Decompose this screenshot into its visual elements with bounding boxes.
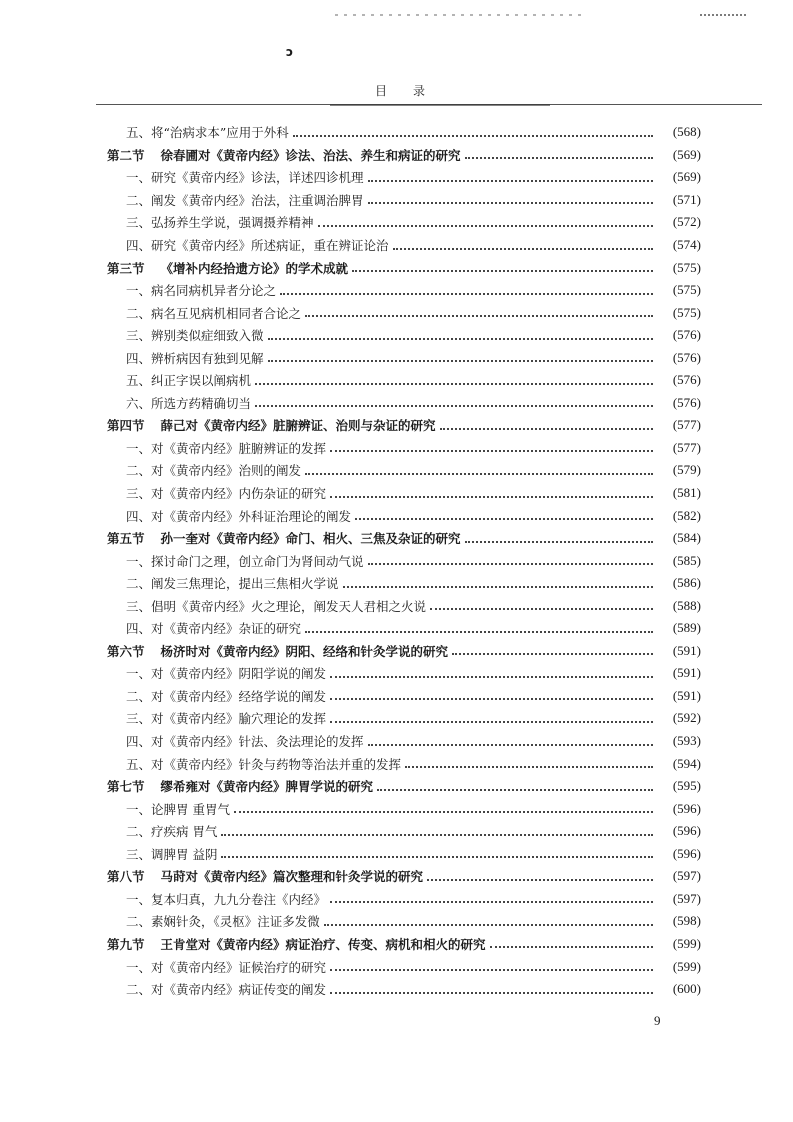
toc-page-number: (591)	[672, 687, 701, 703]
toc-page-number: (575)	[672, 282, 701, 298]
toc-page-number: (579)	[672, 462, 701, 478]
toc-page-number: (597)	[672, 868, 701, 884]
dot-leader	[330, 968, 653, 971]
toc-section-row[interactable]	[0, 640, 793, 663]
toc-page-number: (576)	[672, 394, 701, 410]
dot-leader	[452, 652, 653, 655]
toc-page-number: (599)	[672, 958, 701, 974]
toc-item-row[interactable]	[0, 279, 793, 302]
toc-section-row[interactable]	[0, 775, 793, 798]
scan-artifact-top	[335, 14, 585, 16]
toc-item-row[interactable]	[0, 685, 793, 708]
toc-item-row[interactable]	[0, 234, 793, 257]
toc-entry-title: 一、对《黄帝内经》脏腑辨证的发挥	[126, 440, 327, 456]
toc-entry-title	[107, 867, 423, 885]
header-rule-smudge	[330, 104, 550, 106]
dot-leader	[221, 833, 653, 836]
dot-leader	[490, 945, 653, 948]
dot-leader	[324, 923, 653, 926]
dot-leader	[268, 337, 653, 340]
section-title: 王肯堂对《黄帝内经》病证治疗、传变、病机和相火的研究	[160, 936, 486, 952]
scan-artifact-right	[700, 14, 748, 16]
toc-item-row[interactable]	[0, 437, 793, 460]
toc-item-row[interactable]	[0, 549, 793, 572]
toc-page-number: (599)	[672, 935, 701, 951]
toc-entry-title: 一、论脾胃 重胃气	[126, 801, 230, 817]
toc-page-number: (596)	[672, 823, 701, 839]
toc-item-row[interactable]	[0, 189, 793, 212]
toc-page-number: (574)	[672, 237, 701, 252]
toc-entry-title: 三、辨别类似症细致入微	[126, 328, 264, 344]
dot-leader	[430, 607, 653, 610]
dot-leader	[368, 743, 653, 746]
toc-item-row[interactable]	[0, 843, 793, 866]
dot-leader	[330, 449, 653, 452]
page-number: 9	[654, 1013, 661, 1028]
toc-page-number: (591)	[672, 665, 701, 681]
toc-entry-title: 一、对《黄帝内经》证候治疗的研究	[126, 959, 327, 975]
toc-item-row[interactable]	[0, 955, 793, 978]
dot-leader	[368, 201, 653, 204]
dot-leader	[305, 472, 653, 475]
dot-leader	[427, 878, 653, 881]
toc-page-number: (596)	[672, 845, 701, 861]
toc-entry-title: 五、纠正字误以阐病机	[126, 373, 252, 389]
toc-section-row[interactable]	[0, 933, 793, 956]
dot-leader	[330, 697, 653, 700]
toc-entry-title	[107, 642, 448, 660]
toc-page-number: (577)	[672, 417, 701, 433]
toc-page-number: (597)	[672, 890, 701, 906]
toc-item-row[interactable]	[0, 572, 793, 595]
toc-page-number: (584)	[672, 530, 701, 546]
toc-page-number: (588)	[672, 597, 701, 613]
toc-section-row[interactable]	[0, 527, 793, 550]
dot-leader	[465, 540, 653, 543]
toc-entry-title: 二、阐发《黄帝内经》治法，注重调治脾胃	[126, 192, 364, 208]
section-number: 第四节	[107, 418, 145, 434]
toc-item-row[interactable]	[0, 504, 793, 527]
toc-entry-title: 二、阐发三焦理论，提出三焦相火学说	[126, 576, 339, 592]
dot-leader	[343, 585, 653, 588]
toc-item-row[interactable]	[0, 324, 793, 347]
dot-leader	[255, 404, 653, 407]
toc-entry-title: 三、调脾胃 益阴	[126, 846, 218, 862]
toc-entry-title	[107, 777, 373, 795]
toc-page-number: (592)	[672, 710, 701, 726]
toc-entry-title: 四、辨析病因有独到见解	[126, 350, 264, 366]
toc-entry-title: 二、对《黄帝内经》治则的阐发	[126, 463, 302, 479]
toc-entry-title	[107, 416, 436, 434]
toc-entry-title: 一、对《黄帝内经》阴阳学说的阐发	[126, 666, 327, 682]
toc-item-row[interactable]	[0, 978, 793, 1001]
section-number: 第七节	[107, 779, 145, 795]
dot-leader	[293, 134, 653, 137]
section-number: 第八节	[107, 869, 145, 885]
toc-page-number: (568)	[672, 124, 701, 140]
toc-page-number: (594)	[672, 755, 701, 771]
toc-entry-title: 一、探讨命门之理，创立命门为肾间动气说	[126, 553, 364, 569]
dot-leader	[377, 788, 653, 791]
toc-entry-title: 五、将“治病求本”应用于外科	[126, 125, 289, 141]
dot-leader	[221, 855, 653, 858]
toc-page-number: (575)	[672, 304, 701, 320]
section-title: 《增补内经拾遗方论》的学术成就	[160, 260, 349, 276]
toc-entry-title: 三、对《黄帝内经》内伤杂证的研究	[126, 486, 327, 502]
toc-page-number: (595)	[672, 778, 701, 794]
toc-entry-title	[107, 529, 461, 547]
dot-leader	[318, 224, 653, 227]
dot-leader	[330, 675, 653, 678]
toc-section-row[interactable]	[0, 144, 793, 167]
toc-item-row[interactable]	[0, 730, 793, 753]
dot-leader	[465, 156, 653, 159]
dot-leader	[405, 765, 653, 768]
dot-leader	[234, 810, 653, 813]
toc-page-number: (585)	[672, 552, 701, 568]
toc-item-row[interactable]	[0, 707, 793, 730]
toc-entry-title: 三、倡明《黄帝内经》火之理论，阐发天人君相之火说	[126, 598, 427, 614]
toc-page-number: (576)	[672, 327, 701, 343]
dot-leader	[368, 562, 653, 565]
toc-item-row[interactable]	[0, 301, 793, 324]
toc-entry-title: 四、对《黄帝内经》外科证治理论的阐发	[126, 508, 352, 524]
section-number: 第三节	[107, 260, 145, 276]
toc-entry-title: 二、对《黄帝内经》经络学说的阐发	[126, 688, 327, 704]
section-title: 徐春圃对《黄帝内经》诊法、治法、养生和病证的研究	[160, 147, 461, 163]
toc-entry-title: 二、对《黄帝内经》病证传变的阐发	[126, 982, 327, 998]
dot-leader	[268, 359, 653, 362]
toc-page-number: (591)	[672, 642, 701, 658]
toc-item-row[interactable]	[0, 752, 793, 775]
dot-leader	[368, 179, 653, 182]
toc-entry-title: 一、病名同病机异者分论之	[126, 283, 277, 299]
toc-entry-title: 一、复本归真，九九分卷注《内经》	[126, 891, 327, 907]
dot-leader	[352, 269, 653, 272]
toc-entry-title: 二、素娴针灸，《灵枢》注证多发微	[126, 914, 320, 930]
toc-entry-title: 三、对《黄帝内经》腧穴理论的发挥	[126, 711, 327, 727]
toc-item-row[interactable]	[0, 166, 793, 189]
toc-entry-title: 一、研究《黄帝内经》诊法，详述四诊机理	[126, 170, 364, 186]
toc-entry-title: 二、疗疾病 胃气	[126, 824, 218, 840]
toc-entry-title: 四、对《黄帝内经》杂证的研究	[126, 621, 302, 637]
dot-leader	[305, 314, 653, 317]
toc-entry-title	[107, 259, 348, 277]
section-number: 第五节	[107, 531, 145, 547]
toc-entry-title: 六、所选方药精确切当	[126, 395, 252, 411]
toc-page-number: (577)	[672, 439, 701, 455]
toc-item-row[interactable]	[0, 594, 793, 617]
dot-leader	[355, 517, 653, 520]
section-title: 孙一奎对《黄帝内经》命门、相火、三焦及杂证的研究	[160, 531, 461, 547]
toc-item-row[interactable]	[0, 121, 793, 144]
toc-page-number: (576)	[672, 349, 701, 365]
toc-page-number: (572)	[672, 214, 701, 230]
toc-entry-title: 四、研究《黄帝内经》所述病证，重在辨证论治	[126, 238, 389, 253]
toc-item-row[interactable]	[0, 482, 793, 505]
toc-section-row[interactable]	[0, 414, 793, 437]
toc-page-number: (575)	[672, 259, 701, 275]
running-head-title: 目录	[374, 84, 451, 98]
toc-page-number: (586)	[672, 575, 701, 591]
toc-page-number: (569)	[672, 146, 701, 162]
section-title: 缪希雍对《黄帝内经》脾胃学说的研究	[160, 779, 374, 795]
dot-leader	[255, 382, 653, 385]
section-title: 马莳对《黄帝内经》篇次整理和针灸学说的研究	[160, 869, 424, 885]
toc-item-row[interactable]	[0, 797, 793, 820]
toc-section-row[interactable]	[0, 256, 793, 279]
toc-item-row[interactable]	[0, 459, 793, 482]
toc-item-row[interactable]	[0, 888, 793, 911]
toc-entry-title: 五、对《黄帝内经》针灸与药物等治法并重的发挥	[126, 756, 402, 772]
toc-section-row[interactable]	[0, 865, 793, 888]
section-number: 第六节	[107, 643, 145, 659]
toc-item-row[interactable]	[0, 211, 793, 234]
section-number: 第二节	[107, 147, 145, 163]
toc-page-number: (569)	[672, 169, 701, 185]
toc-page-number: (571)	[672, 191, 701, 207]
toc-page-number: (576)	[672, 372, 701, 388]
toc-entry-title	[107, 935, 486, 953]
scan-stray-mark: ↄ	[286, 45, 294, 59]
toc-item-row[interactable]	[0, 369, 793, 392]
toc-entry-title	[107, 146, 461, 164]
dot-leader	[305, 630, 653, 633]
toc-entry-title: 四、对《黄帝内经》针法、灸法理论的发挥	[126, 734, 364, 750]
toc-item-row[interactable]	[0, 820, 793, 843]
toc-item-row[interactable]	[0, 392, 793, 415]
toc-page-number: (589)	[672, 620, 701, 636]
dot-leader	[330, 900, 653, 903]
section-title: 薛己对《黄帝内经》脏腑辨证、治则与杂证的研究	[160, 418, 436, 434]
toc-page-number: (600)	[672, 981, 701, 997]
toc-item-row[interactable]	[0, 910, 793, 933]
dot-leader	[440, 427, 653, 430]
section-number: 第九节	[107, 936, 145, 952]
toc-entry-title: 二、病名互见病机相同者合论之	[126, 305, 302, 321]
toc-page-number: (581)	[672, 485, 701, 501]
section-title: 杨济时对《黄帝内经》阴阳、经络和针灸学说的研究	[160, 643, 449, 659]
table-of-contents	[0, 121, 793, 1000]
dot-leader	[330, 991, 653, 994]
toc-item-row[interactable]	[0, 346, 793, 369]
toc-page-number: (598)	[672, 913, 701, 929]
toc-entry-title: 三、弘扬养生学说，强调摄养精神	[126, 215, 314, 231]
toc-page-number: (596)	[672, 800, 701, 816]
dot-leader	[330, 495, 653, 498]
dot-leader	[280, 292, 653, 295]
toc-page-number: (593)	[672, 733, 701, 749]
dot-leader	[393, 247, 653, 250]
toc-item-row[interactable]	[0, 617, 793, 640]
toc-item-row[interactable]	[0, 662, 793, 685]
dot-leader	[330, 720, 653, 723]
toc-page-number: (582)	[672, 507, 701, 523]
